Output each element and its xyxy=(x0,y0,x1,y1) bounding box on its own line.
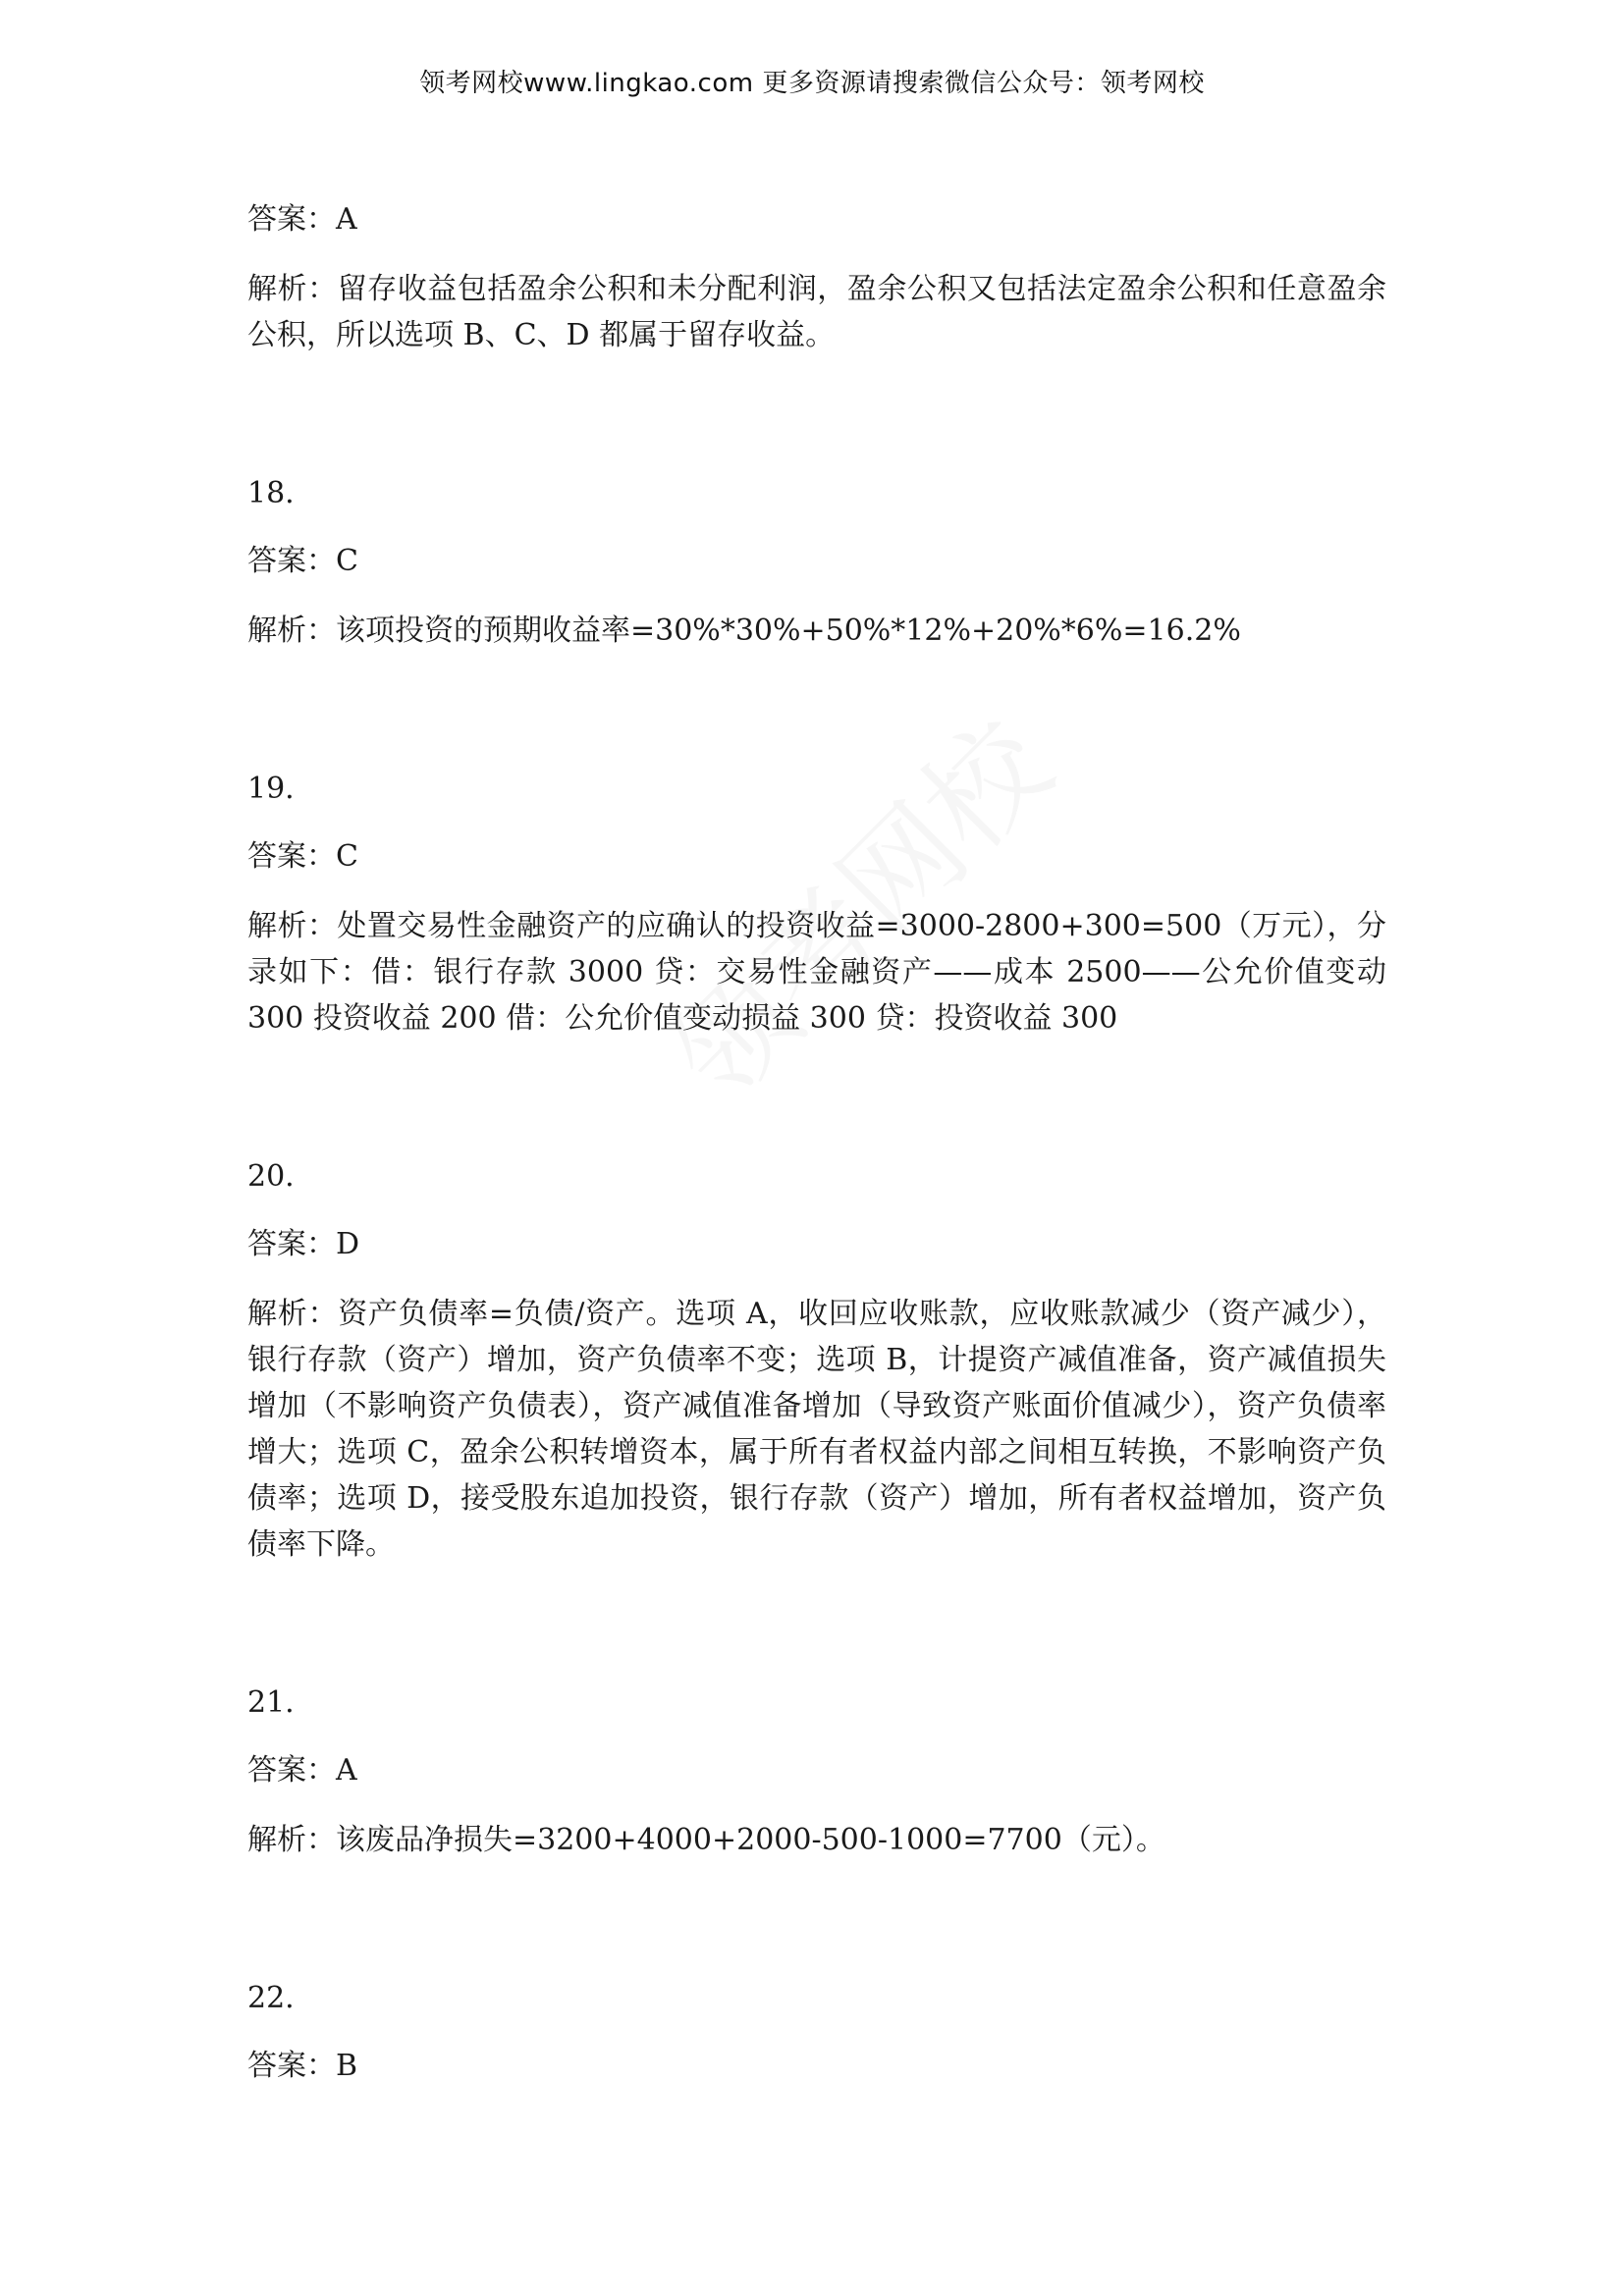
answer-line: 答案：A xyxy=(247,202,357,237)
analysis-text: 解析：该项投资的预期收益率=30%*30%+50%*12%+20%*6%=16.2% xyxy=(247,614,1241,648)
question-number: 19. xyxy=(247,772,295,806)
answer-line: 答案：B xyxy=(247,2049,358,2083)
answer-block-22 xyxy=(247,1975,1386,2089)
question-number: 22. xyxy=(247,1981,295,2015)
analysis-text: 解析：该废品净损失=3200+4000+2000-500-1000=7700（元）。 xyxy=(247,1823,1165,1857)
answer-line: 答案：C xyxy=(247,839,358,874)
question-number: 18. xyxy=(247,476,295,510)
answer-block-17 xyxy=(247,196,1386,358)
answer-line: 答案：A xyxy=(247,1753,357,1788)
analysis-text: 解析：留存收益包括盈余公积和未分配利润，盈余公积又包括法定盈余公积和任意盈余公积，所以选项 B、C、D 都属于留存收益。 xyxy=(247,272,1386,352)
question-number: 21. xyxy=(247,1685,295,1720)
answer-block-21 xyxy=(247,1680,1386,1863)
answer-line: 答案：C xyxy=(247,544,358,578)
answer-block-18 xyxy=(247,470,1386,654)
answer-block-20 xyxy=(247,1153,1386,1568)
page-header: 领考网校www.lingkao.com 更多资源请搜索微信公众号：领考网校 xyxy=(419,69,1205,98)
answer-block-19 xyxy=(247,766,1386,1041)
analysis-text: 解析：资产负债率=负债/资产。选项 A，收回应收账款，应收账款减少（资产减少），银行存款（资产）增加，资产负债率不变；选项 B，计提资产减值准备，资产减值损失增加（不影响资产负债表），资产减值准备增加（导致资产账面价值减少），资产负债率增大；选项 C，盈余公积转增资本，属于所有者权益内部之间相互转换，不影响资产负债率；选项 D，接受股东追加投资，银行存款（资产）增加，所有者权益增加，资产负债率下降。 xyxy=(247,1297,1386,1562)
question-number: 20. xyxy=(247,1159,295,1194)
answer-line: 答案：D xyxy=(247,1227,360,1261)
analysis-text: 解析：处置交易性金融资产的应确认的投资收益=3000-2800+300=500（万元），分录如下：借：银行存款 3000 贷：交易性金融资产——成本 2500——公允价值变动 300 投资收益 200 借：公允价值变动损益 300 贷：投资收益 300 xyxy=(247,909,1386,1036)
answer-list xyxy=(247,196,1386,2112)
